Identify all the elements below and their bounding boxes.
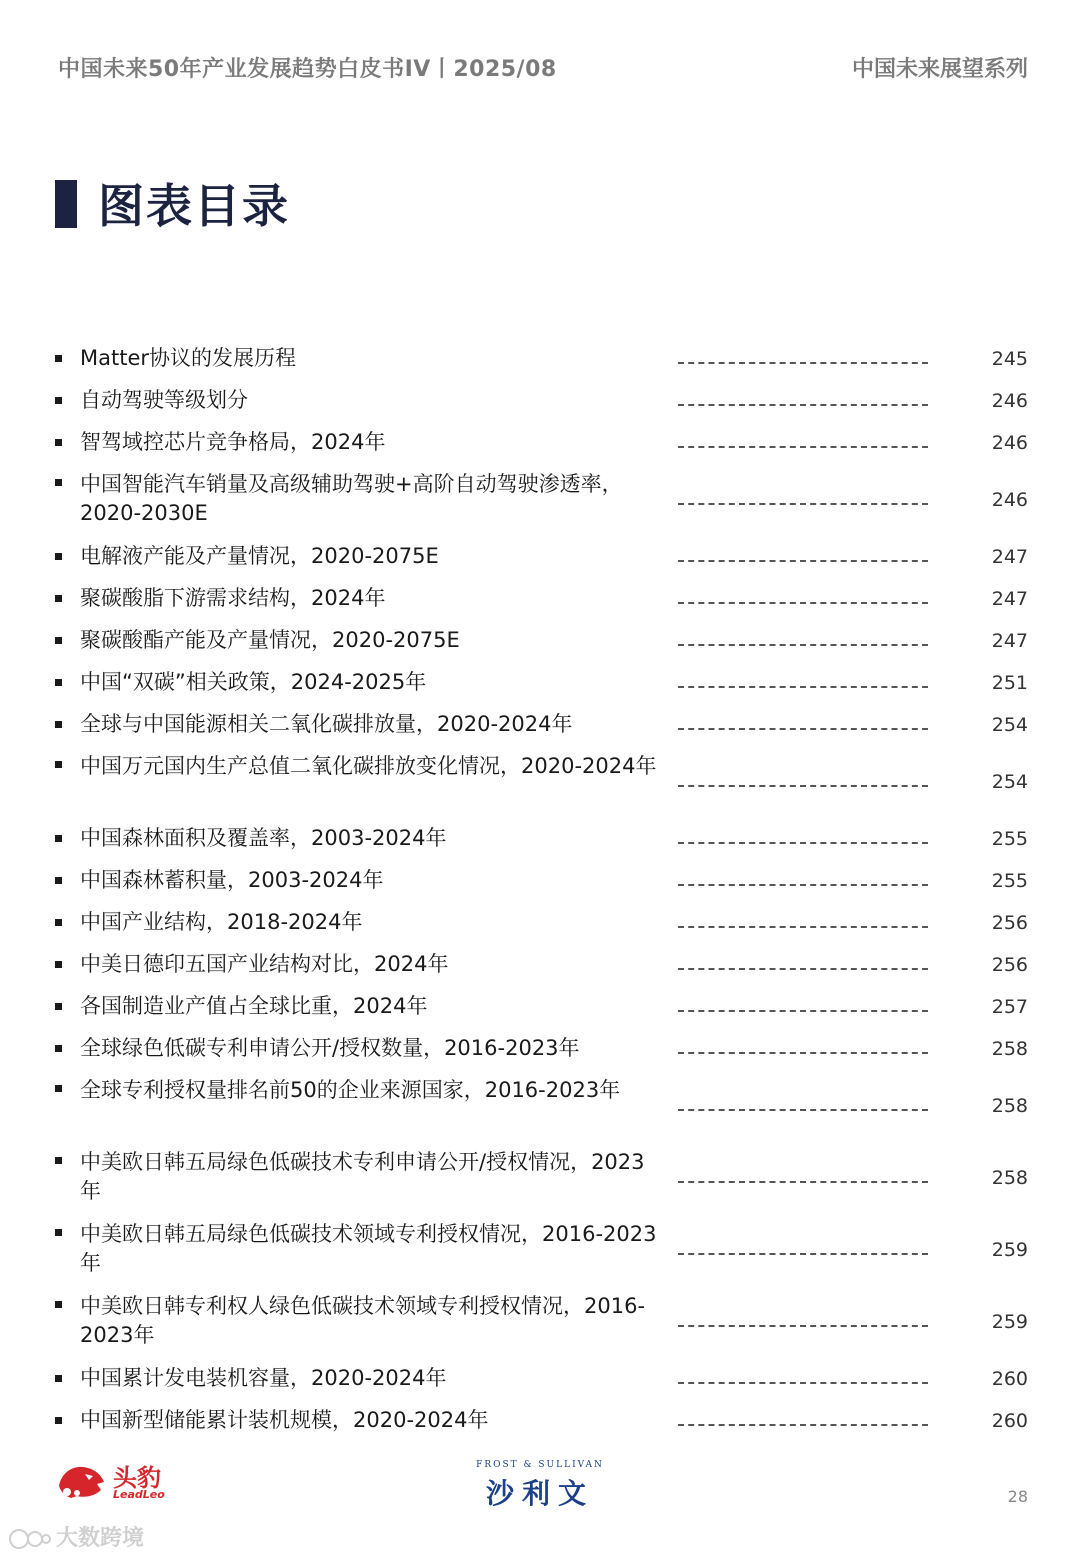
bullet-icon <box>55 1045 62 1052</box>
toc-item[interactable] <box>0 860 1080 902</box>
title-accent-bar <box>55 180 77 228</box>
toc-item-page: 254 <box>991 714 1028 736</box>
bullet-icon <box>55 355 62 362</box>
toc-item[interactable] <box>0 902 1080 944</box>
toc-item-label: 中国万元国内生产总值二氧化碳排放变化情况，2020-2024年 <box>80 754 657 778</box>
toc-item-page: 246 <box>991 489 1028 511</box>
dotted-leader <box>678 785 928 787</box>
dotted-leader <box>678 362 928 364</box>
toc-item[interactable] <box>0 422 1080 464</box>
dotted-leader <box>678 686 928 688</box>
bullet-icon <box>55 553 62 560</box>
leo-head-icon <box>55 1462 107 1500</box>
table-of-figures <box>0 338 1080 1442</box>
watermark-text: 大数跨境 <box>56 1526 145 1551</box>
toc-item-page: 246 <box>991 390 1028 412</box>
bullet-icon <box>55 637 62 644</box>
wechat-watermark-icon <box>8 1528 52 1550</box>
toc-item-page: 258 <box>991 1167 1028 1189</box>
toc-item-page: 247 <box>991 630 1028 652</box>
toc-item-page: 251 <box>991 672 1028 694</box>
bullet-icon <box>55 1229 62 1236</box>
bullet-icon <box>55 1301 62 1308</box>
toc-item-page: 247 <box>991 588 1028 610</box>
bullet-icon <box>55 1085 62 1092</box>
dotted-leader <box>678 644 928 646</box>
toc-item-label: 中国智能汽车销量及高级辅助驾驶+高阶自动驾驶渗透率，2020-2030E <box>80 472 623 525</box>
toc-item-page: 255 <box>991 828 1028 850</box>
toc-item-label: 中国累计发电装机容量，2020-2024年 <box>80 1366 447 1390</box>
toc-item-page: 247 <box>991 546 1028 568</box>
toc-item-label: 中美欧日韩五局绿色低碳技术领域专利授权情况，2016-2023年 <box>80 1222 657 1275</box>
toc-item-label: 全球绿色低碳专利申请公开/授权数量，2016-2023年 <box>80 1036 580 1060</box>
bullet-icon <box>55 1157 62 1164</box>
toc-item-page: 256 <box>991 912 1028 934</box>
dotted-leader <box>678 1382 928 1384</box>
toc-item-page: 254 <box>991 771 1028 793</box>
toc-item-label: 各国制造业产值占全球比重，2024年 <box>80 994 428 1018</box>
bullet-icon <box>55 1417 62 1424</box>
toc-item[interactable] <box>0 1214 1080 1286</box>
toc-item-label: Matter协议的发展历程 <box>80 346 297 370</box>
dotted-leader <box>678 1181 928 1183</box>
dotted-leader <box>678 926 928 928</box>
dotted-leader <box>678 1325 928 1327</box>
bullet-icon <box>55 397 62 404</box>
toc-item-page: 258 <box>991 1038 1028 1060</box>
dotted-leader <box>678 1109 928 1111</box>
bullet-icon <box>55 1003 62 1010</box>
toc-item-page: 260 <box>991 1368 1028 1390</box>
bullet-icon <box>55 595 62 602</box>
dotted-leader <box>678 1052 928 1054</box>
toc-item[interactable] <box>0 338 1080 380</box>
dotted-leader <box>678 1253 928 1255</box>
dotted-leader <box>678 884 928 886</box>
toc-item[interactable] <box>0 986 1080 1028</box>
toc-item[interactable] <box>0 1142 1080 1214</box>
bullet-icon <box>55 877 62 884</box>
bullet-icon <box>55 1375 62 1382</box>
toc-item[interactable] <box>0 464 1080 536</box>
toc-item-label: 中国新型储能累计装机规模，2020-2024年 <box>80 1408 489 1432</box>
dotted-leader <box>678 1424 928 1426</box>
toc-item-label: 中国产业结构，2018-2024年 <box>80 910 363 934</box>
leadleo-cn-name: 头豹 <box>113 1464 161 1492</box>
toc-item[interactable] <box>0 1400 1080 1442</box>
toc-item-label: 中美日德印五国产业结构对比，2024年 <box>80 952 449 976</box>
toc-item-page: 255 <box>991 870 1028 892</box>
toc-item-label: 自动驾驶等级划分 <box>80 388 248 412</box>
toc-item[interactable] <box>0 380 1080 422</box>
bullet-icon <box>55 761 62 768</box>
dotted-leader <box>678 842 928 844</box>
dotted-leader <box>678 1010 928 1012</box>
toc-item-label: 中美欧日韩专利权人绿色低碳技术领域专利授权情况，2016-2023年 <box>80 1294 646 1347</box>
toc-item[interactable] <box>0 662 1080 704</box>
toc-item-page: 260 <box>991 1410 1028 1432</box>
dotted-leader <box>678 728 928 730</box>
bullet-icon <box>55 479 62 486</box>
toc-item-label: 聚碳酸脂下游需求结构，2024年 <box>80 586 386 610</box>
header-report-title: 中国未来50年产业发展趋势白皮书IV丨2025/08 <box>58 57 557 82</box>
bullet-icon <box>55 721 62 728</box>
toc-item-label: 聚碳酸酯产能及产量情况，2020-2075E <box>80 628 460 652</box>
dotted-leader <box>678 602 928 604</box>
page-number: 28 <box>1007 1487 1028 1506</box>
toc-item[interactable] <box>0 1358 1080 1400</box>
toc-item-page: 257 <box>991 996 1028 1018</box>
toc-item[interactable] <box>0 944 1080 986</box>
toc-item-label: 中国森林蓄积量，2003-2024年 <box>80 868 384 892</box>
toc-item-label: 全球与中国能源相关二氧化碳排放量，2020-2024年 <box>80 712 573 736</box>
dotted-leader <box>678 968 928 970</box>
toc-item-page: 259 <box>991 1311 1028 1333</box>
toc-item-label: 中国“双碳”相关政策，2024-2025年 <box>80 670 427 694</box>
toc-item-label: 全球专利授权量排名前50的企业来源国家，2016-2023年 <box>80 1078 621 1102</box>
bullet-icon <box>55 835 62 842</box>
fs-en-name: FROST & SULLIVAN <box>476 1460 604 1470</box>
toc-item[interactable] <box>0 704 1080 746</box>
dotted-leader <box>678 560 928 562</box>
toc-item-page: 246 <box>991 432 1028 454</box>
fs-cn-name: 沙利文 <box>485 1477 594 1510</box>
dotted-leader <box>678 503 928 505</box>
header-series-name: 中国未来展望系列 <box>851 57 1028 82</box>
toc-item[interactable] <box>0 536 1080 578</box>
toc-item[interactable] <box>0 620 1080 662</box>
toc-item-label: 中美欧日韩五局绿色低碳技术专利申请公开/授权情况，2023年 <box>80 1150 645 1203</box>
toc-item[interactable] <box>0 1070 1080 1142</box>
toc-item-label: 智驾域控芯片竞争格局，2024年 <box>80 430 386 454</box>
toc-item-label: 电解液产能及产量情况，2020-2075E <box>80 544 439 568</box>
frost-sullivan-logo <box>465 1460 615 1510</box>
toc-item[interactable] <box>0 818 1080 860</box>
toc-item[interactable] <box>0 1028 1080 1070</box>
toc-item[interactable] <box>0 1286 1080 1358</box>
page-title: 图表目录 <box>98 179 290 233</box>
dotted-leader <box>678 404 928 406</box>
bullet-icon <box>55 679 62 686</box>
leadleo-en-name: LeadLeo <box>113 1488 165 1501</box>
dotted-leader <box>678 446 928 448</box>
toc-item-page: 258 <box>991 1095 1028 1117</box>
watermark <box>8 1521 144 1552</box>
toc-item-page: 259 <box>991 1239 1028 1261</box>
toc-item[interactable] <box>0 578 1080 620</box>
toc-item-page: 245 <box>991 348 1028 370</box>
toc-item[interactable] <box>0 746 1080 818</box>
leadleo-logo <box>55 1458 175 1506</box>
bullet-icon <box>55 961 62 968</box>
toc-item-page: 256 <box>991 954 1028 976</box>
bullet-icon <box>55 919 62 926</box>
toc-item-label: 中国森林面积及覆盖率，2003-2024年 <box>80 826 447 850</box>
bullet-icon <box>55 439 62 446</box>
